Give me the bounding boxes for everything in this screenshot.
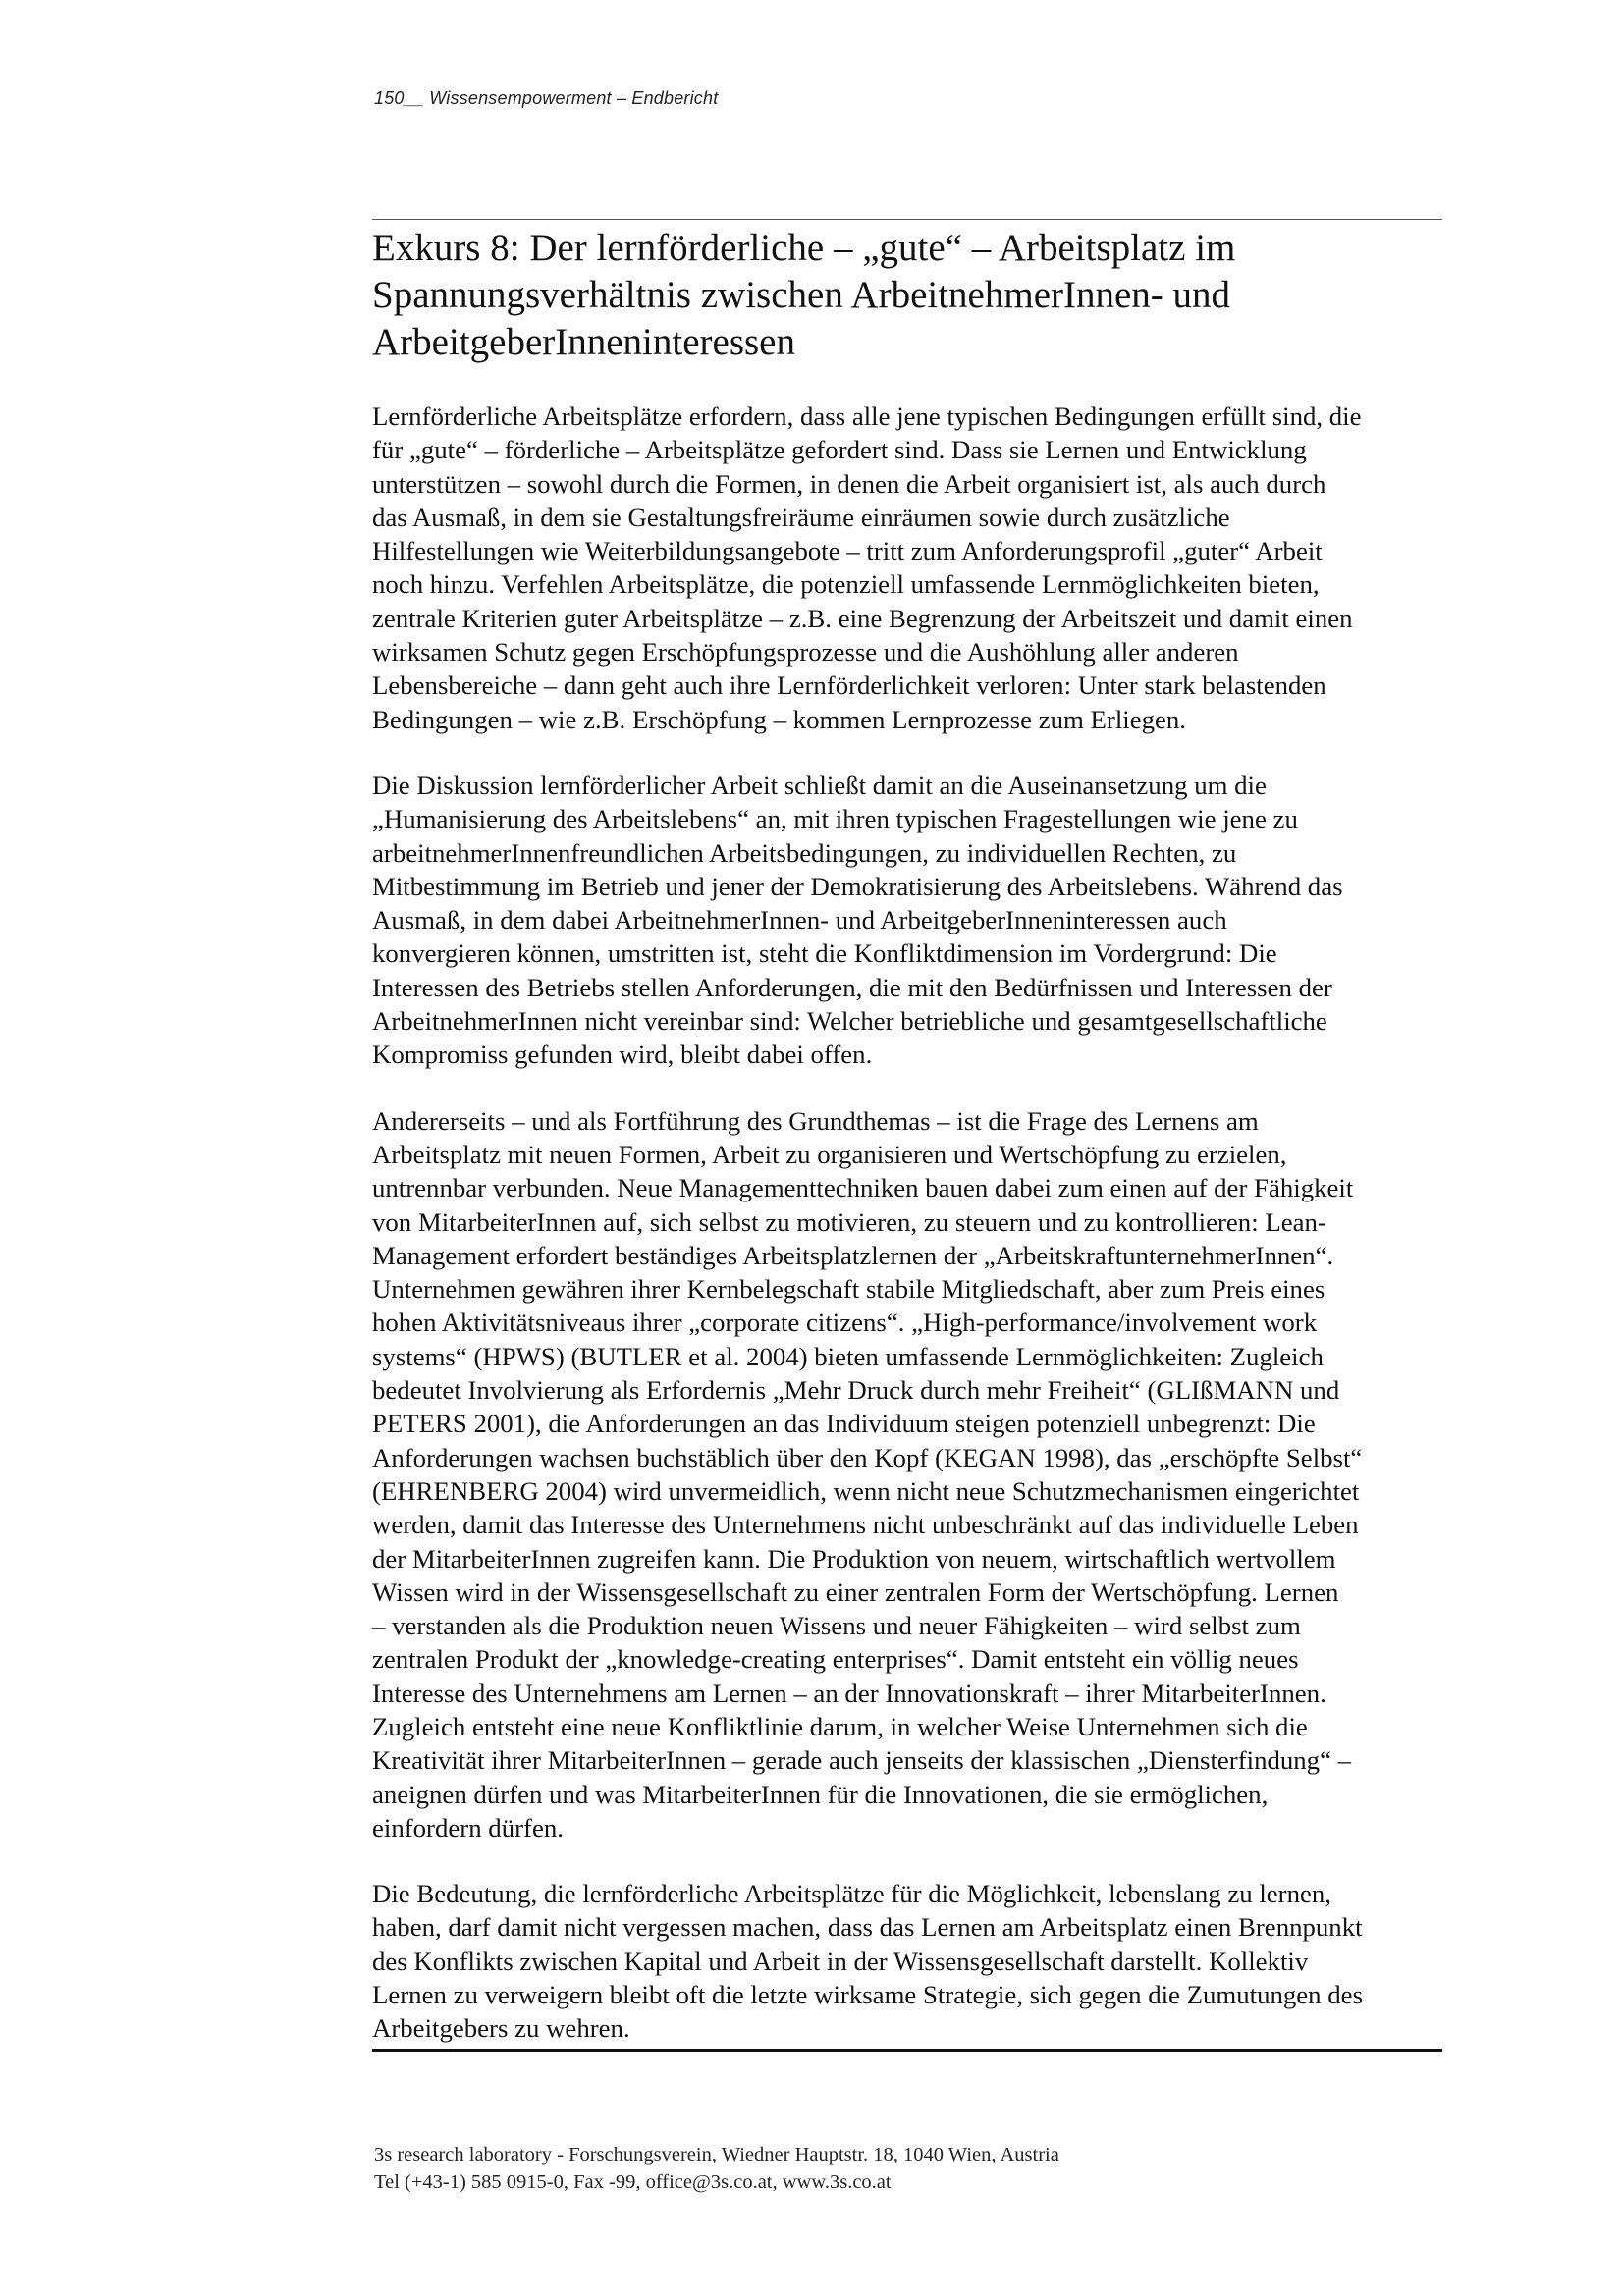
text-line: noch hinzu. Verfehlen Arbeitsplätze, die potenziell umfassende Lernmöglichkeiten bieten, [372,569,1320,600]
title-line: Spannungsverhältnis zwischen ArbeitnehmerInnen- und [372,274,1231,316]
text-line: arbeitnehmerInnenfreundlichen Arbeitsbedingungen, zu individuellen Rechten, zu [372,837,1237,868]
text-line: (EHRENBERG 2004) wird unvermeidlich, wenn nicht neue Schutzmechanismen eingerichtet [372,1475,1360,1506]
text-line: zentralen Produkt der „knowledge-creating enterprises“. Damit entsteht ein völlig neues [372,1644,1299,1675]
text-line: der MitarbeiterInnen zugreifen kann. Die Produktion von neuem, wirtschaftlich wertvollem [372,1543,1336,1574]
text-line: Lebensbereiche – dann geht auch ihre Lernförderlichkeit verloren: Unter stark belastenden [372,670,1326,701]
text-line: – verstanden als die Produktion neuen Wissens und neuer Fähigkeiten – wird selbst zum [372,1611,1301,1641]
text-line: aneignen dürfen und was MitarbeiterInnen für die Innovationen, die sie ermöglichen, [372,1779,1269,1809]
text-line: ArbeitnehmerInnen nicht vereinbar sind: Welcher betriebliche und gesamtgesellschaftliche [372,1006,1327,1037]
text-line: Lernen zu verweigern bleibt oft die letzte wirksame Strategie, sich gegen die Zumutungen des [372,1980,1363,2010]
text-line: wirksamen Schutz gegen Erschöpfungsprozesse und die Aushöhlung aller anderen [372,637,1239,667]
excursus-box [372,219,1442,2052]
excursus-title [372,220,1442,366]
text-line: zentrale Kriterien guter Arbeitsplätze – z.B. eine Begrenzung der Arbeitszeit und damit einen [372,603,1353,633]
paragraph-4 [372,1877,1442,2045]
text-line: Die Diskussion lernförderlicher Arbeit schließt damit an die Auseinansetzung um die [372,770,1267,800]
text-line: des Konflikts zwischen Kapital und Arbeit in der Wissensgesellschaft darstellt. Kollektiv [372,1946,1309,1976]
text-line: haben, darf damit nicht vergessen machen, dass das Lernen am Arbeitsplatz einen Brennpunkt [372,1912,1363,1943]
text-line: hohen Aktivitätsniveaus ihrer „corporate citizens“. „High-performance/involvement work [372,1308,1318,1338]
text-line: Wissen wird in der Wissensgesellschaft zu einer zentralen Form der Wertschöpfung. Lernen [372,1576,1339,1607]
page-footer [374,2141,1059,2196]
text-line: Arbeitsplatz mit neuen Formen, Arbeit zu organisieren und Wertschöpfung zu erzielen, [372,1139,1287,1169]
text-line: für „gute“ – förderliche – Arbeitsplätze gefordert sind. Dass sie Lernen und Entwicklung [372,435,1307,465]
excursus-body [372,400,1442,2046]
text-line: unterstützen – sowohl durch die Formen, in denen die Arbeit organisiert ist, als auch durch [372,468,1326,499]
text-line: Anforderungen wachsen buchstäblich über den Kopf (KEGAN 1998), das „erschöpfte Selbst“ [372,1442,1363,1472]
title-line: ArbeitgeberInneninteressen [372,321,795,363]
text-line: Hilfestellungen wie Weiterbildungsangebote – tritt zum Anforderungsprofil „guter“ Arbeit [372,536,1323,566]
text-line: Lernförderliche Arbeitsplätze erfordern, dass alle jene typischen Bedingungen erfüllt sind, die [372,401,1362,431]
text-line: Kreativität ihrer MitarbeiterInnen – gerade auch jenseits der klassischen „Diensterfindung“ – [372,1745,1352,1776]
text-line: Unternehmen gewähren ihrer Kernbelegschaft stabile Mitgliedschaft, aber zum Preis eines [372,1274,1325,1305]
paragraph-1 [372,400,1442,736]
text-line: Die Bedeutung, die lernförderliche Arbeitsplätze für die Möglichkeit, lebenslang zu lernen, [372,1879,1332,1909]
text-line: Management erfordert beständiges Arbeitsplatzlernen der „ArbeitskraftunternehmerInnen“. [372,1240,1334,1270]
footer-contact: Tel (+43-1) 585 0915-0, Fax -99, office@3s.co.at, www.3s.co.at [374,2171,892,2193]
text-line: von MitarbeiterInnen auf, sich selbst zu motivieren, zu steuern und zu kontrollieren: Lean- [372,1206,1326,1237]
title-line: Exkurs 8: Der lernförderliche – „gute“ – Arbeitsplatz im [372,227,1236,269]
text-line: das Ausmaß, in dem sie Gestaltungsfreiräume einräumen sowie durch zusätzliche [372,502,1230,532]
text-line: konvergieren können, umstritten ist, steht die Konfliktdimension im Vordergrund: Die [372,938,1277,969]
text-line: untrennbar verbunden. Neue Managementtechniken bauen dabei zum einen auf der Fähigkeit [372,1173,1354,1203]
paragraph-3 [372,1104,1442,1845]
text-line: systems“ (HPWS) (BUTLER et al. 2004) bieten umfassende Lernmöglichkeiten: Zugleich [372,1341,1324,1371]
text-line: Mitbestimmung im Betrieb und jener der Demokratisierung des Arbeitslebens. Während das [372,871,1343,901]
text-line: einfordern dürfen. [372,1812,564,1842]
paragraph-2 [372,769,1442,1072]
text-line: Arbeitgebers zu wehren. [372,2013,630,2044]
text-line: Bedingungen – wie z.B. Erschöpfung – kommen Lernprozesse zum Erliegen. [372,704,1186,734]
running-header: 150__ Wissensempowerment – Endbericht [374,88,719,108]
text-line: Ausmaß, in dem dabei ArbeitnehmerInnen- und ArbeitgeberInneninteressen auch [372,905,1227,935]
text-line: Andererseits – und als Fortführung des Grundthemas – ist die Frage des Lernens am [372,1105,1259,1136]
footer-address: 3s research laboratory - Forschungsverein, Wiedner Hauptstr. 18, 1040 Wien, Austria [374,2144,1059,2165]
text-line: Zugleich entsteht eine neue Konfliktlinie darum, in welcher Weise Unternehmen sich die [372,1711,1308,1741]
text-line: Interessen des Betriebs stellen Anforderungen, die mit den Bedürfnissen und Interessen der [372,972,1332,1002]
text-line: PETERS 2001), die Anforderungen an das Individuum steigen potenziell unbegrenzt: Die [372,1409,1316,1439]
text-line: werden, damit das Interesse des Unternehmens nicht unbeschränkt auf das individuelle Leben [372,1510,1359,1540]
text-line: Kompromiss gefunden wird, bleibt dabei offen. [372,1040,873,1070]
text-line: „Humanisierung des Arbeitslebens“ an, mit ihren typischen Fragestellungen wie jene zu [372,804,1298,834]
text-line: bedeutet Involvierung als Erfordernis „Mehr Druck durch mehr Freiheit“ (GLIßMANN und [372,1375,1340,1406]
text-line: Interesse des Unternehmens am Lernen – an der Innovationskraft – ihrer MitarbeiterInnen. [372,1678,1326,1708]
